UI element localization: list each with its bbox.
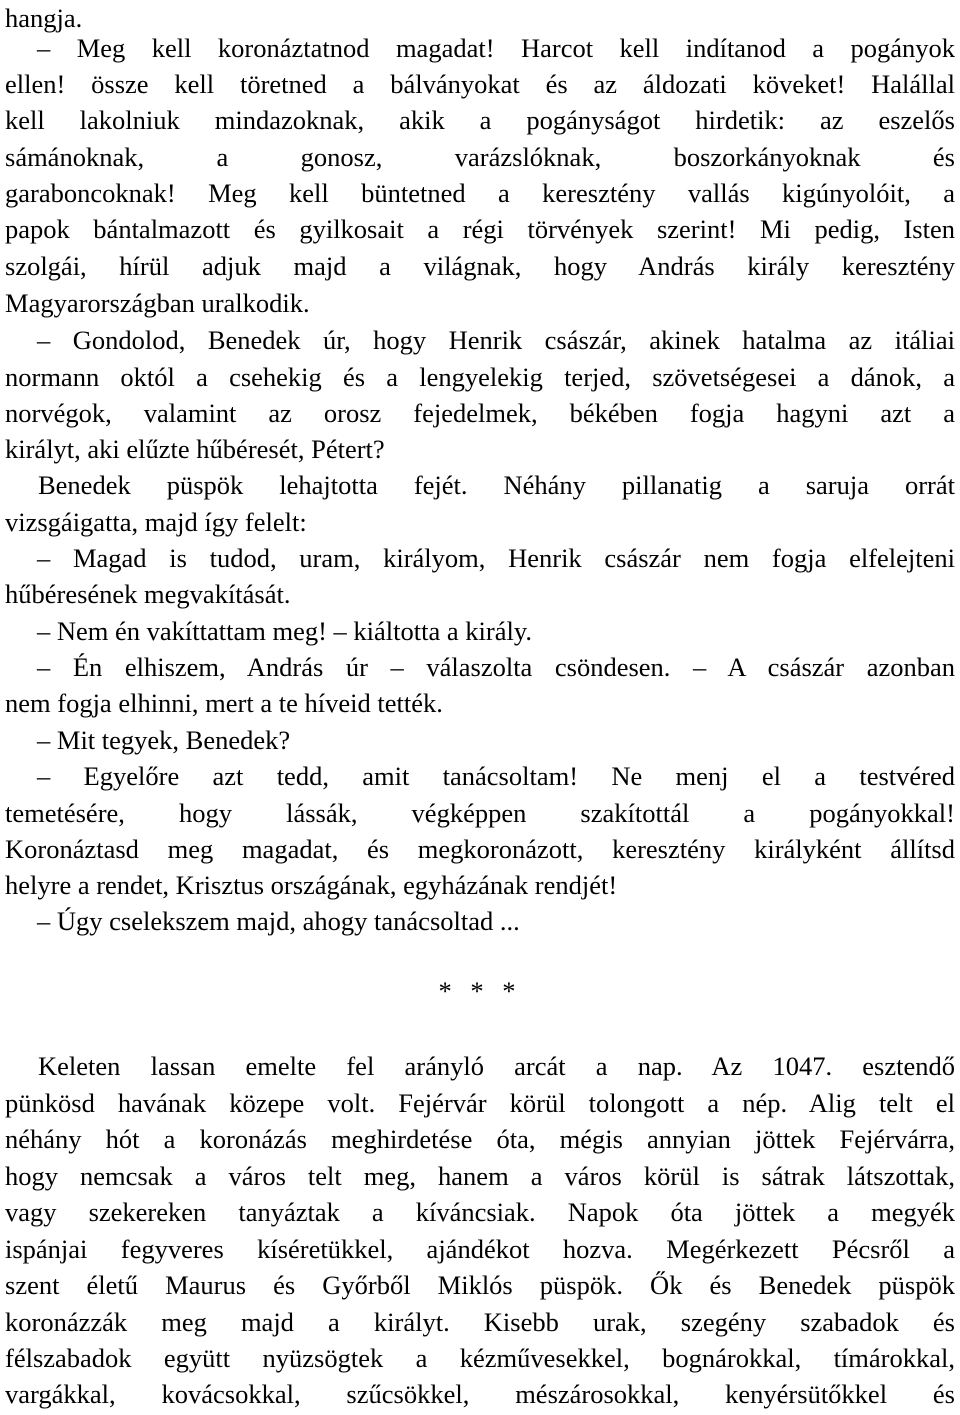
text-line: vargákkal, kovácsokkal, szűcsökkel, mészárosokkal, kenyérsütőkkel és xyxy=(5,1379,955,1409)
text-line: kell lakolniuk mindazoknak, akik a pogányságot hirdetik: az eszelős xyxy=(5,105,955,135)
text-line: papok bántalmazott és gyilkosait a régi törvények szerint! Mi pedig, Isten xyxy=(5,214,955,244)
text-line: nem fogja elhinni, mert a te híveid tették. xyxy=(5,688,443,718)
text-line: – Úgy cselekszem majd, ahogy tanácsoltad ... xyxy=(37,906,520,936)
section-separator: * * * xyxy=(438,976,522,1006)
text-line: hangja. xyxy=(5,3,83,33)
text-line: vizsgáigatta, majd így felelt: xyxy=(5,507,307,537)
text-line: – Én elhiszem, András úr – válaszolta csöndesen. – A császár azonban xyxy=(37,652,955,682)
text-line: Koronáztasd meg magadat, és megkoronázott, keresztény királyként állítsd xyxy=(5,834,955,864)
text-line: hűbéresének megvakítását. xyxy=(5,579,291,609)
text-line: temetésére, hogy lássák, végképpen szakítottál a pogányokkal! xyxy=(5,798,955,828)
text-line: Keleten lassan emelte fel arányló arcát a nap. Az 1047. esztendő xyxy=(38,1051,955,1081)
text-line: – Magad is tudod, uram, királyom, Henrik császár nem fogja elfelejteni xyxy=(37,543,955,573)
text-line: helyre a rendet, Krisztus országának, egyházának rendjét! xyxy=(5,870,618,900)
text-line: Magyarországban uralkodik. xyxy=(5,288,310,318)
text-line: – Mit tegyek, Benedek? xyxy=(37,725,291,755)
text-line: koronázzák meg majd a királyt. Kisebb urak, szegény szabadok és xyxy=(5,1307,955,1337)
text-line: sámánoknak, a gonosz, varázslóknak, boszorkányoknak és xyxy=(5,142,955,172)
text-line: – Meg kell koronáztatnod magadat! Harcot kell indítanod a pogányok xyxy=(37,33,955,63)
text-line: normann októl a csehekig és a lengyelekig terjed, szövetségesei a dánok, a xyxy=(5,362,955,392)
text-line: hogy nemcsak a város telt meg, hanem a város körül is sátrak látszottak, xyxy=(5,1161,955,1191)
text-line: norvégok, valamint az orosz fejedelmek, békében fogja hagyni azt a xyxy=(5,398,955,428)
text-line: királyt, aki elűzte hűbéresét, Pétert? xyxy=(5,434,385,464)
text-line: – Nem én vakíttattam meg! – kiáltotta a király. xyxy=(37,616,532,646)
text-line: – Egyelőre azt tedd, amit tanácsoltam! Ne menj el a testvéred xyxy=(37,761,955,791)
text-line: szent életű Maurus és Győrből Miklós püspök. Ők és Benedek püspök xyxy=(5,1270,955,1300)
text-line: Benedek püspök lehajtotta fejét. Néhány pillanatig a saruja orrát xyxy=(38,470,955,500)
text-line: – Gondolod, Benedek úr, hogy Henrik császár, akinek hatalma az itáliai xyxy=(37,325,955,355)
text-line: ellen! össze kell töretned a bálványokat és az áldozati köveket! Halállal xyxy=(5,69,955,99)
text-line: vagy szekereken tanyáztak a kíváncsiak. Napok óta jöttek a megyék xyxy=(5,1197,955,1227)
text-line: félszabadok együtt nyüzsögtek a kézművesekkel, bognárokkal, tímárokkal, xyxy=(5,1343,955,1373)
text-line: néhány hót a koronázás meghirdetése óta, mégis annyian jöttek Fejérvárra, xyxy=(5,1124,955,1154)
text-line: ispánjai fegyveres kíséretükkel, ajándékot hozva. Megérkezett Pécsről a xyxy=(5,1234,955,1264)
text-line: pünkösd havának közepe volt. Fejérvár körül tolongott a nép. Alig telt el xyxy=(5,1088,955,1118)
text-line: garaboncoknak! Meg kell büntetned a keresztény vallás kigúnyolóit, a xyxy=(5,178,955,208)
text-line: szolgái, hírül adjuk majd a világnak, hogy András király keresztény xyxy=(5,251,955,281)
